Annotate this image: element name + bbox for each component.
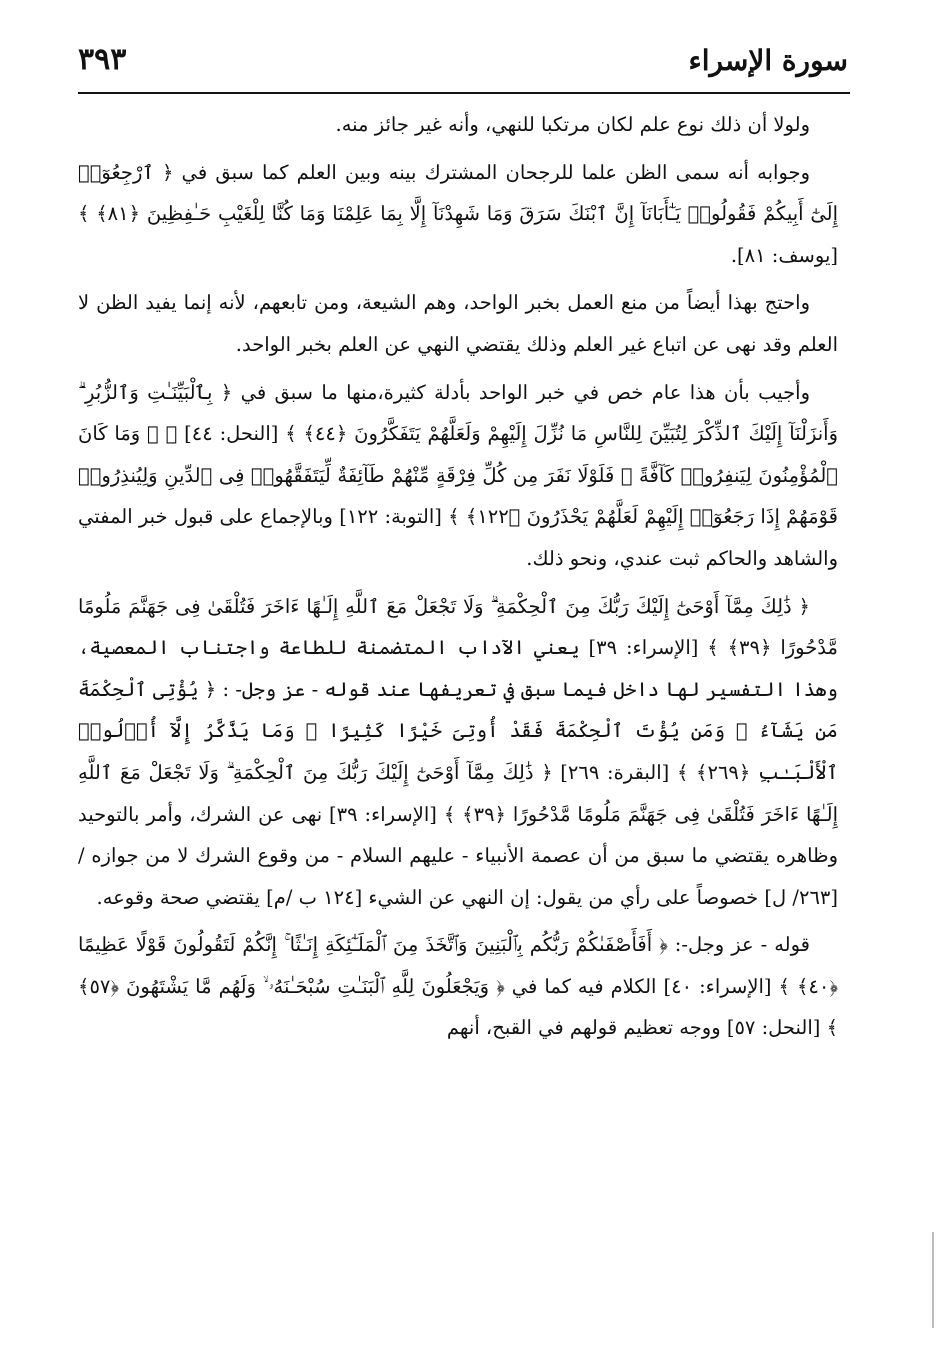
page-number: ٣٩٣	[78, 42, 127, 77]
paragraph-3: واحتج بهذا أيضاً من منع العمل بخبر الواحد، وهم الشيعة، ومن تابعهم، لأنه إنما يفيد الظن لا العلم وقد نهى عن اتباع غير العلم وذلك يقتضي النهي عن العلم بخبر الواحد.	[78, 291, 838, 356]
header-divider	[78, 92, 850, 94]
paragraph-1: ولولا أن ذلك نوع علم لكان مرتكبا للنهي، وأنه غير جائز منه.	[335, 113, 810, 136]
paragraph-2: وجوابه أنه سمى الظن علما للرجحان المشترك بينه وبين العلم كما سبق في ﴿ ٱرْجِعُوٓا۟ إِلَىٰٓ أَبِيكُمْ فَقُولُوا۟ يَـٰٓأَبَانَآ إِنَّ ٱبْنَكَ سَرَقَ وَمَا شَهِدْنَآ إِلَّا بِمَا عَلِمْنَا وَمَا كُنَّا لِلْغَيْبِ حَـٰفِظِينَ ﴿٨١﴾ ﴾ [يوسف: ٨١].	[78, 160, 838, 267]
surah-title: سورة الإسراء	[688, 44, 848, 77]
paragraph-4: وأجيب بأن هذا عام خص في خبر الواحد بأدلة كثيرة،منها ما سبق في ﴿ بِٱلْبَيِّنَـٰتِ وَٱلزُّبُرِ ۗ وَأَنزَلْنَآ إِلَيْكَ ٱلذِّكْرَ لِتُبَيِّنَ لِلنَّاسِ مَا نُزِّلَ إِلَيْهِمْ وَلَعَلَّهُمْ يَتَفَكَّرُونَ ﴿٤٤﴾ ﴾ [النحل: ٤٤] ﴿ ۞ وَمَا كَانَ ٱلْمُؤْمِنُونَ لِيَنفِرُوا۟ كَآفَّةً ۚ فَلَوْلَا نَفَرَ مِن كُلِّ فِرْقَةٍ مِّنْهُمْ طَآئِفَةٌ لِّيَتَفَقَّهُوا۟ فِى ٱلدِّينِ وَلِيُنذِرُوا۟ قَوْمَهُمْ إِذَا رَجَعُوٓا۟ إِلَيْهِمْ لَعَلَّهُمْ يَحْذَرُونَ ﴿١٢٢﴾ ﴾ [التوبة: ١٢٢] وبالإجماع على قبول خبر المفتي والشاهد والحاكم ثبت عندي، ونحو ذلك.	[78, 380, 838, 570]
paragraph-6: قوله - عز وجل-: ﴿ أَفَأَصْفَىٰكُمْ رَبُّكُم بِٱلْبَنِينَ وَٱتَّخَذَ مِنَ ٱلْمَلَـٰٓئِكَةِ إِنَـٰثًا ۚ إِنَّكُمْ لَتَقُولُونَ قَوْلًا عَظِيمًا ﴿٤٠﴾ ﴾ [الإسراء: ٤٠] الكلام فيه كما في ﴿ وَيَجْعَلُونَ لِلَّهِ ٱلْبَنَـٰتِ سُبْحَـٰنَهُۥ ۙ وَلَهُم مَّا يَشْتَهُونَ ﴿٥٧﴾ ﴾ [النحل: ٥٧] ووجه تعظيم قولهم في القبح، أنهم	[78, 933, 838, 1040]
page-header	[78, 40, 848, 92]
tafsir-body	[78, 104, 838, 1354]
page-edge-line	[932, 1232, 934, 1328]
paragraph-5: ﴿ ذَٰلِكَ مِمَّآ أَوْحَىٰٓ إِلَيْكَ رَبُّكَ مِنَ ٱلْحِكْمَةِ ۗ وَلَا تَجْعَلْ مَعَ ٱللَّهِ إِلَـٰهًا ءَاخَرَ فَتُلْقَىٰ فِى جَهَنَّمَ مَلُومًا مَّدْحُورًا ﴿٣٩﴾ ﴾ [الإسراء: ٣٩] يعني الآداب المتضمنة للطاعة واجتناب المعصية، وهذا التفسير لها داخل فيما سبق في تعريفها عند قوله - عز وجل- : ﴿ يُؤْتِى ٱلْحِكْمَةَ مَن يَشَآءُ ۚ وَمَن يُؤْتَ ٱلْحِكْمَةَ فَقَدْ أُوتِىَ خَيْرًا كَثِيرًا ۗ وَمَا يَذَّكَّرُ إِلَّآ أُو۟لُوا۟ ٱلْأَلْبَـٰبِ ﴿٢٦٩﴾ ﴾ [البقرة: ٢٦٩] ﴿ ذَٰلِكَ مِمَّآ أَوْحَىٰٓ إِلَيْكَ رَبُّكَ مِنَ ٱلْحِكْمَةِ ۗ وَلَا تَجْعَلْ مَعَ ٱللَّهِ إِلَـٰهًا ءَاخَرَ فَتُلْقَىٰ فِى جَهَنَّمَ مَلُومًا مَّدْحُورًا ﴿٣٩﴾ ﴾ [الإسراء: ٣٩] نهى عن الشرك، وأمر بالتوحيد وظاهره يقتضي ما سبق من أن عصمة الأنبياء - عليهم السلام - من وقوع الشرك لا من جوازه / [٢٦٣/ ل] خصوصاً على رأي من يقول: إن النهي عن الشيء [١٢٤ ب /م] يقتضي صحة وقوعه.	[78, 594, 838, 909]
